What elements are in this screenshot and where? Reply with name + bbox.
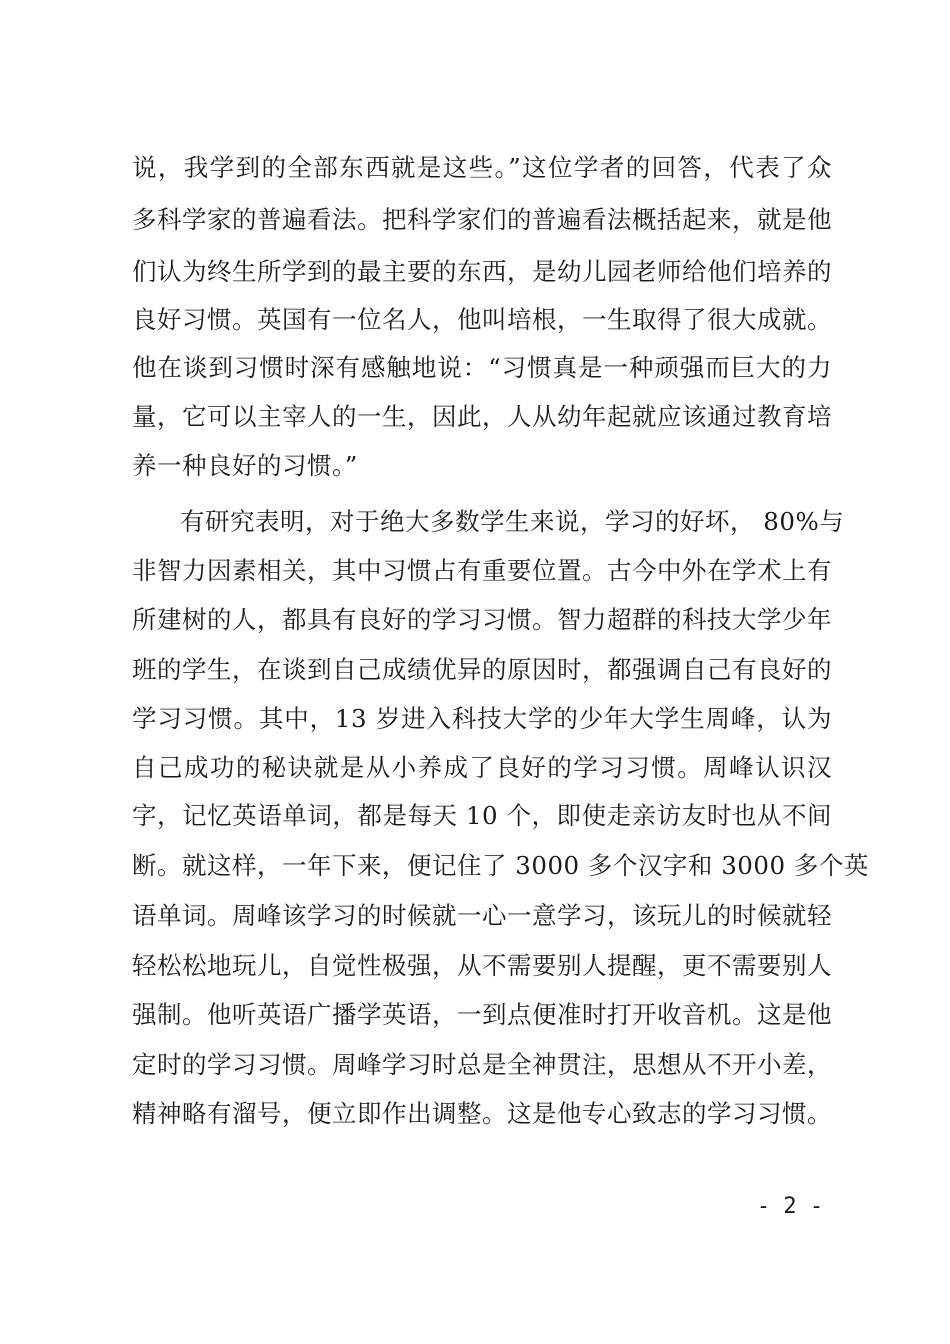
paragraph-1-line: 他在谈到习惯时深有感触地说：“习惯真是一种顽强而巨大的力 bbox=[132, 353, 832, 382]
paragraph-2-line: 有研究表明，对于绝大多数学生来说，学习的好坏， 80%与 bbox=[180, 507, 845, 536]
paragraph-2-line: 班的学生，在谈到自己成绩优异的原因时，都强调自己有良好的 bbox=[132, 655, 832, 684]
paragraph-2-line: 强制。他听英语广播学英语，一到点便准时打开收音机。这是他 bbox=[132, 1000, 832, 1029]
paragraph-2-line: 语单词。周峰该学习的时候就一心一意学习，该玩儿的时候就轻 bbox=[132, 901, 832, 930]
paragraph-2-line: 非智力因素相关，其中习惯占有重要位置。古今中外在学术上有 bbox=[132, 556, 832, 585]
paragraph-2-line: 断。就这样，一年下来，便记住了 3000 多个汉字和 3000 多个英 bbox=[132, 851, 869, 880]
paragraph-2-line: 轻松松地玩儿，自觉性极强，从不需要别人提醒，更不需要别人 bbox=[132, 951, 832, 980]
paragraph-2-line: 定时的学习习惯。周峰学习时总是全神贯注，思想从不开小差， bbox=[132, 1050, 832, 1079]
paragraph-1-line: 养一种良好的习惯。” bbox=[132, 451, 358, 480]
paragraph-2-line: 精神略有溜号，便立即作出调整。这是他专心致志的学习习惯。 bbox=[132, 1099, 832, 1128]
paragraph-1-line: 多科学家的普遍看法。把科学家们的普遍看法概括起来，就是他 bbox=[132, 205, 832, 234]
paragraph-2-line: 所建树的人，都具有良好的学习习惯。智力超群的科技大学少年 bbox=[132, 605, 832, 634]
paragraph-1-line: 良好习惯。英国有一位名人，他叫培根，一生取得了很大成就。 bbox=[132, 305, 832, 334]
paragraph-1-line: 量，它可以主宰人的一生，因此，人从幼年起就应该通过教育培 bbox=[132, 402, 832, 431]
paragraph-2-line: 自己成功的秘诀就是从小养成了良好的学习习惯。周峰认识汉 bbox=[132, 753, 832, 782]
paragraph-2-line: 字，记忆英语单词，都是每天 10 个，即使走亲访友时也从不间 bbox=[132, 801, 832, 830]
page-number: - 2 - bbox=[756, 1194, 824, 1219]
paragraph-1-line: 说，我学到的全部东西就是这些。”这位学者的回答，代表了众 bbox=[132, 153, 832, 182]
paragraph-1-line: 们认为终生所学到的最主要的东西，是幼儿园老师给他们培养的 bbox=[132, 257, 832, 286]
paragraph-2-line: 学习习惯。其中，13 岁进入科技大学的少年大学生周峰，认为 bbox=[132, 704, 832, 733]
